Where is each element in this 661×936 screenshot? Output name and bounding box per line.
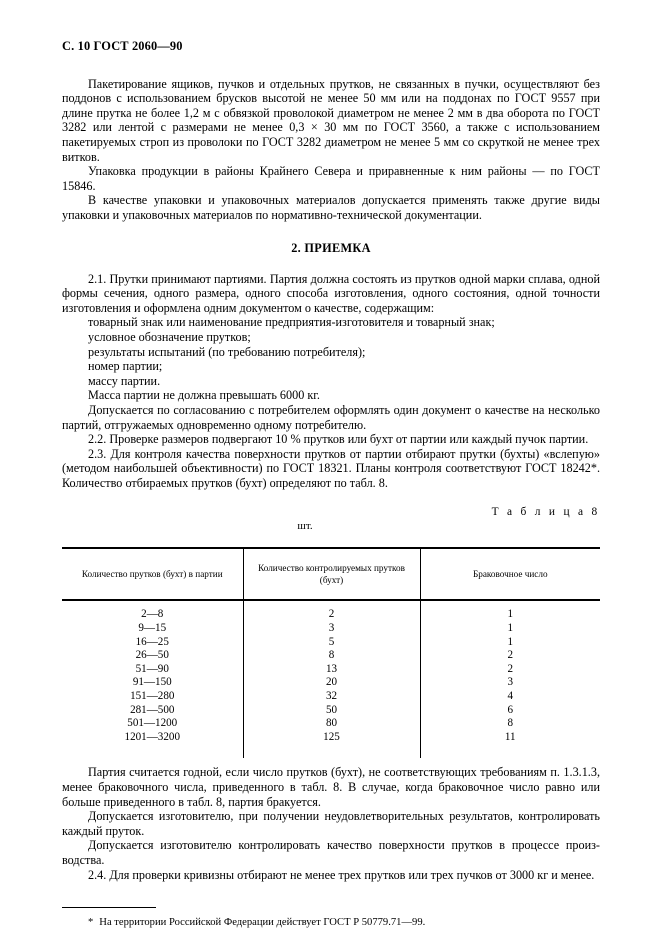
clause-2-4: 2.4. Для проверки кривизны отбирают не менее трех прутков или трех пучков от 3000 кг и менее. (88, 867, 595, 882)
cell-rejection-number: 2 (420, 663, 600, 677)
table-head (62, 548, 600, 600)
cell-rejection-number: 6 (420, 704, 600, 718)
page-content (62, 40, 600, 929)
list-item: номер партии; (88, 359, 163, 374)
cell-rejection-number: 8 (420, 717, 600, 731)
table-unit-label: шт. (297, 520, 313, 533)
cell-lot-size: 2—8 (141, 608, 164, 621)
table-row (62, 649, 600, 663)
list-item: массу партии. (88, 373, 161, 388)
paragraph-inprocess-surface-control: Допускается изготовителю контролировать качество поверхности прутков в процессе произ-водства. (62, 838, 600, 867)
table-row (62, 622, 600, 636)
cell-sample-size: 50 (243, 704, 420, 718)
paragraph-packaging-bundling: Пакетирование ящиков, пучков и отдельных прутков, не связанных в пучки, осуществляют без поддонов с использованием брусков высотой не менее 50 мм или на поддонах по ГОСТ 9557 при длине прутка не более 1,2 м с обвязкой проволокой диаметром не менее 2 мм в два оборота по ГОСТ 3282 или лентой с размерами не менее 0,3 × 30 мм по ГОСТ 3560, а также с использованием пакетируемых строп из проволоки по ГОСТ 3282 диаметром не менее 5 мм со скруткой не менее трех витков. (62, 76, 600, 164)
section-heading-acceptance: 2. ПРИЕМКА (291, 240, 371, 255)
cell-lot-size: 1201—3200 (124, 730, 180, 743)
table-row (62, 663, 600, 677)
clause-2-2: 2.2. Проверке размеров подвергают 10 % прутков или бухт от партии или каждый пучок партии. (88, 432, 589, 447)
cell-rejection-number: 1 (420, 622, 600, 636)
cell-sample-size: 5 (243, 636, 420, 650)
table-caption-row (62, 506, 600, 533)
cell-rejection-number: 4 (420, 690, 600, 704)
table-row (62, 600, 600, 622)
cell-sample-size: 20 (243, 676, 420, 690)
column-header-rejection-number: Браковочное число (420, 548, 600, 600)
clause-2-1-requirements-list (62, 315, 600, 403)
cell-sample-size: 2 (243, 600, 420, 622)
list-item: результаты испытаний (по требованию потребителя); (88, 344, 366, 359)
paragraph-other-packaging-materials: В качестве упаковки и упаковочных материалов допускается применять также другие виды упаковки и упаковочных материалов по нормативно-технической документации. (62, 193, 600, 222)
cell-lot-size: 501—1200 (127, 717, 178, 730)
table-header-row (62, 548, 600, 600)
cell-sample-size: 125 (243, 731, 420, 759)
table-number-label: Т а б л и ц а 8 (491, 506, 600, 519)
paragraph-lot-acceptance-criteria: Партия считается годной, если число прутков (бухт), не соответствующих требованиям п. 1.3.1.3, менее браковочного числа, приведенного в табл. 8. В случае, когда браковочное число равно или больше приведенного в табл. 8, партия бракуется. (62, 765, 600, 809)
cell-sample-size: 3 (243, 622, 420, 636)
column-header-lot-size: Количество прутков (бухт) в партии (62, 548, 243, 600)
clause-2-1: 2.1. Прутки принимают партиями. Партия должна состоять из прутков одной марки сплава, одной формы сечения, одного размера, одного способа изготовления, одного состояния, одной точности изготовления и оформлена одним документом о качестве, содержащим: (62, 271, 600, 315)
cell-rejection-number: 1 (420, 636, 600, 650)
table-row (62, 704, 600, 718)
table-8-block (62, 506, 600, 758)
cell-lot-size: 51—90 (135, 662, 169, 675)
clause-2-3: 2.3. Для контроля качества поверхности прутков от партии отбирают прутки (бухты) «вслепую» (методом наибольшей объективности) по ГОСТ 18321. Планы контроля соответствуют ГОСТ 18242*. Количество отбираемых прутков (бухт) определяют по табл. 8. (62, 446, 600, 490)
page-running-head: С. 10 ГОСТ 2060—90 (62, 39, 183, 53)
footnote-body: На территории Российской Федерации действует ГОСТ Р 50779.71—99. (99, 917, 426, 929)
cell-lot-size: 9—15 (138, 622, 167, 635)
cell-sample-size: 8 (243, 649, 420, 663)
cell-lot-size: 281—500 (130, 703, 175, 716)
clause-2-1-note: Допускается по согласованию с потребителем оформлять один документ о качестве на несколько партий, отгружаемых одновременно одному потребителю. (62, 402, 600, 432)
table-body (62, 600, 600, 758)
list-item: условное обозначение прутков; (88, 329, 251, 344)
table-row (62, 690, 600, 704)
sampling-table (62, 547, 600, 758)
cell-rejection-number: 1 (420, 600, 600, 622)
cell-sample-size: 32 (243, 690, 420, 704)
table-row (62, 731, 600, 759)
cell-rejection-number: 3 (420, 676, 600, 690)
cell-sample-size: 80 (243, 717, 420, 731)
list-item: Масса партии не должна превышать 6000 кг. (88, 388, 320, 403)
paragraph-manufacturer-full-check: Допускается изготовителю, при получении неудовлетворительных результатов, контролировать каждый пруток. (62, 809, 600, 838)
cell-lot-size: 91—150 (132, 676, 172, 689)
footnote-marker: * (88, 917, 94, 929)
table-row (62, 676, 600, 690)
paragraph-far-north-packaging: Упаковка продукции в районы Крайнего Севера и приравненные к ним районы — по ГОСТ 15846. (62, 164, 600, 193)
cell-lot-size: 26—50 (135, 649, 169, 662)
cell-sample-size: 13 (243, 663, 420, 677)
footnote-zone (62, 907, 600, 929)
cell-rejection-number: 2 (420, 649, 600, 663)
footnote-separator-rule (62, 907, 156, 908)
cell-lot-size: 16—25 (135, 635, 169, 648)
table-row (62, 717, 600, 731)
footnote (62, 916, 600, 929)
column-header-sample-size: Количество контролируемых прутков (бухт) (243, 548, 420, 600)
cell-rejection-number: 11 (420, 731, 600, 759)
list-item: товарный знак или наименование предприятия-изготовителя и товарный знак; (88, 315, 495, 330)
table-row (62, 636, 600, 650)
cell-lot-size: 151—280 (130, 690, 175, 703)
